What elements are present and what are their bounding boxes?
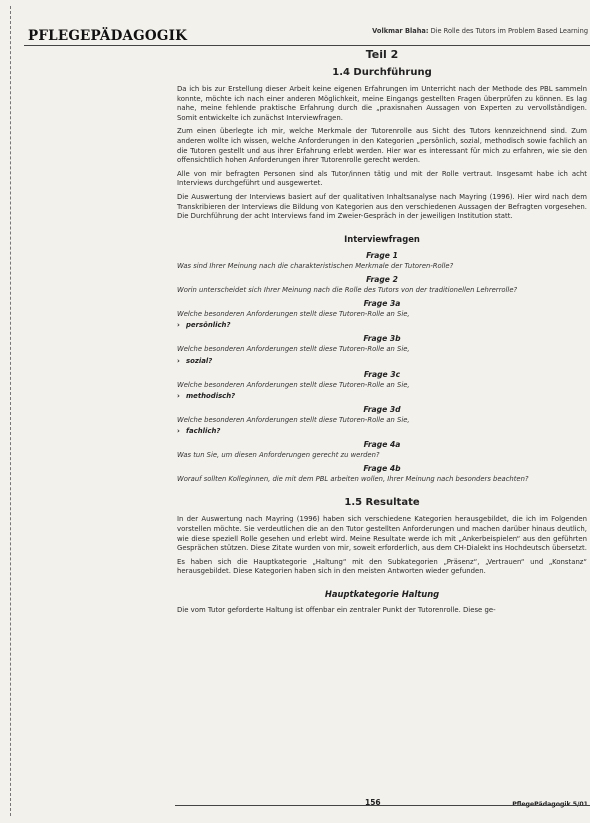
question-block bbox=[177, 251, 587, 271]
journal-brand: PFLEGEPÄDAGOGIK bbox=[28, 28, 188, 44]
question-block bbox=[177, 299, 587, 330]
question-subpoint-text: sozial? bbox=[186, 356, 213, 365]
article-body bbox=[177, 48, 587, 620]
question-label: Frage 3b bbox=[363, 334, 401, 344]
page-number: 156 bbox=[365, 798, 381, 807]
question-text: Welche besonderen Anforderungen stellt diese Tutoren-Rolle an Sie, bbox=[177, 415, 410, 424]
question-text: Welche besonderen Anforderungen stellt diese Tutoren-Rolle an Sie, bbox=[177, 380, 410, 389]
question-label: Frage 1 bbox=[366, 250, 398, 260]
question-text: Worin unterscheidet sich Ihrer Meinung nach die Rolle des Tutors von der traditionellen Lehrerrolle? bbox=[177, 285, 518, 294]
footer-journal-issue: PflegePädagogik 5/01 bbox=[512, 801, 588, 808]
question-label: Frage 3a bbox=[363, 299, 401, 309]
arrow-bullet-icon: › bbox=[177, 356, 180, 365]
question-label: Frage 4a bbox=[363, 439, 401, 449]
question-text: Welche besonderen Anforderungen stellt diese Tutoren-Rolle an Sie, bbox=[177, 310, 410, 319]
question-text: Was sind Ihrer Meinung nach die charakteristischen Merkmale der Tutoren-Rolle? bbox=[177, 261, 454, 270]
paragraph: In der Auswertung nach Mayring (1996) haben sich verschiedene Kategorien herausgebildet, die ich im Folgenden vorstellen möchte. Sie verdeutlichen die an den Tutor gestellten Anforderungen und machen darüber hinaus deutlich, wie diese speziell Rolle gesehen und erlebt wird. Meine Resultate werde ich mit „Ankerbeispielen“ aus den geführten Gesprächen stützen. Diese Zitate wurden von mir, soweit erforderlich, aus dem CH-Dialekt ins Hochdeutsch übersetzt. bbox=[177, 515, 587, 553]
part-title: Teil 2 bbox=[365, 48, 399, 61]
running-head-title: Die Rolle des Tutors im Problem Based Learning bbox=[430, 27, 588, 35]
question-subpoint-text: methodisch? bbox=[186, 391, 236, 400]
question-label: Frage 3d bbox=[363, 404, 401, 414]
interview-questions-heading: Interviewfragen bbox=[344, 233, 420, 244]
question-subpoint bbox=[177, 356, 587, 366]
question-subpoint bbox=[177, 426, 587, 436]
paragraph: Es haben sich die Hauptkategorie „Haltung“ mit den Subkategorien „Präsenz“, „Vertrauen“ und „Konstanz“ herausgebildet. Diese Kategorien haben sich in den meisten Antworten wieder gefunden. bbox=[177, 557, 587, 576]
paragraph: Die Auswertung der Interviews basiert auf der qualitativen Inhaltsanalyse nach Mayring (1996). Hier wird nach dem Transkribieren der Interviews die Bildung von Kategorien aus den verschiedenen Aussagen der Befragten vorgesehen. Die Durchführung der acht Interviews fand im Zweier-Gespräch in der jeweiligen Institution statt. bbox=[177, 192, 587, 221]
question-label: Frage 4b bbox=[363, 464, 401, 474]
paragraph: Da ich bis zur Erstellung dieser Arbeit keine eigenen Erfahrungen im Unterricht nach der Methode des PBL sammeln konnte, möchte ich nach einer anderen Möglichkeit, meine Eingangs gestellten Fragen überprüfen zu können. Es lag nahe, meine fehlende praktische Erfahrung durch die „praxisnahen Aussagen von Experten zu vervollständigen. Somit entwickelte ich zunächst Interviewfragen. bbox=[177, 85, 587, 122]
question-text: Was tun Sie, um diesen Anforderungen gerecht zu werden? bbox=[177, 450, 380, 459]
question-label: Frage 2 bbox=[366, 274, 398, 284]
section-heading-resultate: 1.5 Resultate bbox=[344, 497, 420, 509]
arrow-bullet-icon: › bbox=[177, 321, 180, 330]
question-label: Frage 3c bbox=[363, 369, 401, 379]
arrow-bullet-icon: › bbox=[177, 391, 180, 400]
arrow-bullet-icon: › bbox=[177, 426, 180, 435]
question-block bbox=[177, 334, 587, 365]
question-subpoint bbox=[177, 391, 587, 401]
section-heading-durchfuehrung: 1.4 Durchführung bbox=[332, 67, 432, 78]
running-head-author: Volkmar Blaha: bbox=[372, 27, 429, 35]
binding-edge-line bbox=[10, 6, 11, 816]
paragraph: Alle von mir befragten Personen sind als Tutor/innen tätig und mit der Rolle vertraut. Insgesamt habe ich acht Interviews durchgeführt und ausgewertet. bbox=[177, 169, 587, 188]
question-subpoint-text: persönlich? bbox=[186, 321, 231, 330]
header-rule bbox=[24, 45, 590, 46]
question-subpoint bbox=[177, 320, 587, 330]
footer-rule bbox=[175, 805, 590, 806]
question-block bbox=[177, 275, 587, 295]
paragraph: Die vom Tutor geforderte Haltung ist offenbar ein zentraler Punkt der Tutorenrolle. Diese ge- bbox=[177, 605, 496, 614]
question-block bbox=[177, 370, 587, 401]
paragraph: Zum einen überlegte ich mir, welche Merkmale der Tutorenrolle aus Sicht des Tutors kennzeichnend sind. Zum anderen wollte ich wissen, welche Anforderungen in den Kategorien „persönlich, sozial, methodisch sowie fachlich an die Tutoren gestellt und aus ihrer Erfahrung erlebt werden. Hier war es interessant für mich zu erfahren, wie sie den offensichtlich hohen Anforderungen ihrer Tutorenrolle gerecht werden. bbox=[177, 127, 587, 165]
question-block bbox=[177, 440, 587, 460]
question-text: Worauf sollten Kolleginnen, die mit dem PBL arbeiten wollen, Ihrer Meinung nach besonders beachten? bbox=[177, 475, 529, 484]
question-block bbox=[177, 464, 587, 484]
question-text: Welche besonderen Anforderungen stellt diese Tutoren-Rolle an Sie, bbox=[177, 345, 410, 354]
subheading-haltung: Hauptkategorie Haltung bbox=[324, 588, 440, 599]
question-block bbox=[177, 405, 587, 436]
question-subpoint-text: fachlich? bbox=[186, 426, 221, 435]
running-head bbox=[372, 27, 588, 35]
